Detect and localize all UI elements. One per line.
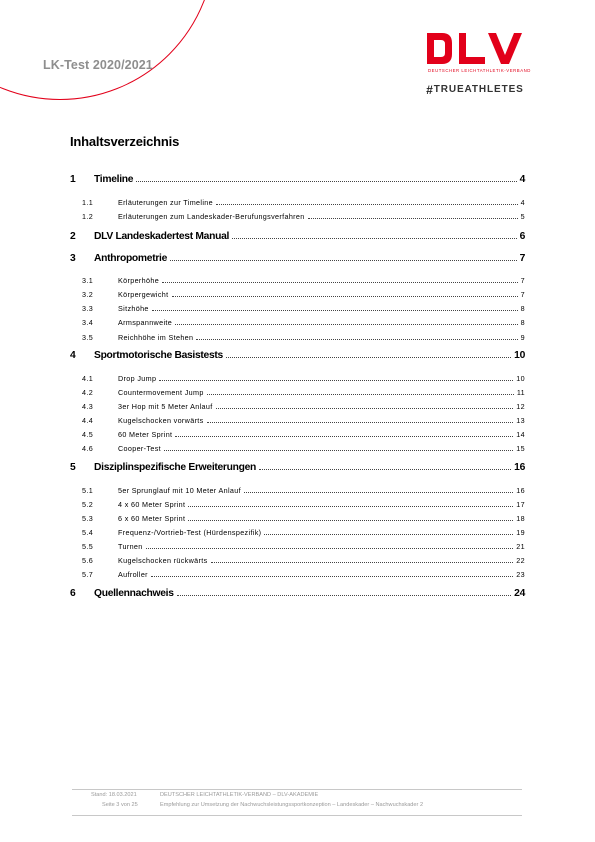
toc-entry-title: Quellennachweis: [94, 588, 174, 599]
toc-entry-page: 22: [516, 556, 525, 565]
toc-dot-leader: [211, 562, 514, 563]
toc-dot-leader: [196, 339, 517, 340]
toc-entry-title: Kugelschocken vorwärts: [118, 416, 204, 425]
document-title: LK-Test 2020/2021: [43, 58, 153, 72]
page-footer: [72, 789, 522, 816]
toc-entry-number: 5.3: [82, 514, 94, 523]
toc-entry-page: 21: [516, 542, 525, 551]
toc-subentry[interactable]: [82, 285, 525, 299]
toc-entry-number: 4.4: [82, 416, 94, 425]
toc-entry-page: 4: [519, 174, 525, 185]
toc-dot-leader: [164, 450, 513, 451]
toc-entry-title: Turnen: [118, 542, 143, 551]
toc-entry-number: 5: [70, 462, 76, 473]
toc-entry-number: 5.6: [82, 556, 94, 565]
toc-entry-title: Kugelschocken rückwärts: [118, 556, 208, 565]
toc-entry-title: Drop Jump: [118, 374, 157, 383]
toc-dot-leader: [152, 310, 518, 311]
toc-entry-number: 4.3: [82, 402, 94, 411]
toc-entry-title: 5er Sprunglauf mit 10 Meter Anlauf: [118, 486, 241, 495]
toc-entry-number: 3.4: [82, 318, 94, 327]
toc-entry-page: 10: [514, 350, 525, 361]
footer-page-number: Seite 3 von 25: [102, 802, 138, 808]
brand-row: [426, 83, 524, 97]
toc-entry-title: Cooper-Test: [118, 444, 161, 453]
toc-heading: Inhaltsverzeichnis: [70, 134, 180, 149]
toc-subentry[interactable]: [82, 425, 525, 439]
toc-entry-page: 5: [520, 212, 525, 221]
toc-entry-page: 8: [520, 304, 525, 313]
toc-dot-leader: [188, 520, 513, 521]
toc-subentry[interactable]: [82, 537, 525, 551]
toc-entry-page: 17: [516, 500, 525, 509]
logo-subtitle: DEUTSCHER LEICHTATHLETIK-VERBAND: [428, 68, 531, 73]
toc-entry-number: 6: [70, 588, 76, 599]
toc-entry-title: Erläuterungen zum Landeskader-Berufungsverfahren: [118, 212, 305, 221]
toc-subentry[interactable]: [82, 383, 525, 397]
toc-entry-page: 12: [516, 402, 525, 411]
toc-entry-title: Frequenz-/Vortrieb-Test (Hürdenspezifik): [118, 528, 262, 537]
toc-entry-number: 3.3: [82, 304, 94, 313]
toc-entry-title: Timeline: [94, 174, 134, 185]
toc-subentry[interactable]: [82, 328, 525, 342]
toc-entry-page: 15: [516, 444, 525, 453]
toc-entry-page: 8: [520, 318, 525, 327]
toc-entry-title: 6 x 60 Meter Sprint: [118, 514, 186, 523]
trueathletes-icon: #: [426, 83, 433, 97]
toc-entry-page: 9: [520, 333, 525, 342]
toc-dot-leader: [188, 506, 513, 507]
toc-entry-number: 4.1: [82, 374, 94, 383]
toc-entry-number: 3.1: [82, 276, 94, 285]
toc-entry-title: Sitzhöhe: [118, 304, 149, 313]
toc-dot-leader: [216, 408, 514, 409]
toc-dot-leader: [175, 436, 513, 437]
toc-subentry[interactable]: [82, 397, 525, 411]
toc-subentry[interactable]: [82, 299, 525, 313]
toc-entry-page: 14: [516, 430, 525, 439]
toc-entry[interactable]: [70, 585, 525, 599]
toc-dot-leader: [226, 357, 511, 358]
toc-entry-page: 18: [516, 514, 525, 523]
toc-dot-leader: [244, 492, 513, 493]
toc-entry-page: 7: [520, 290, 525, 299]
toc-dot-leader: [264, 534, 513, 535]
toc-entry[interactable]: [70, 250, 525, 264]
toc-entry[interactable]: [70, 228, 525, 242]
toc-entry-number: 4.2: [82, 388, 94, 397]
toc-entry-title: Countermovement Jump: [118, 388, 204, 397]
decorative-arc: [0, 0, 215, 100]
toc-entry-title: 60 Meter Sprint: [118, 430, 173, 439]
toc-dot-leader: [162, 282, 518, 283]
toc-entry-number: 3: [70, 253, 76, 264]
toc-entry-number: 5.4: [82, 528, 94, 537]
toc-subentry[interactable]: [82, 481, 525, 495]
footer-document-description: Empfehlung zur Umsetzung der Nachwuchsleistungssportkonzeption – Landeskader – Nachwuchskader 2: [160, 802, 424, 808]
toc-entry[interactable]: [70, 459, 525, 473]
toc-entry-title: Reichhöhe im Stehen: [118, 333, 194, 342]
toc-entry-title: Aufroller: [118, 570, 148, 579]
toc-entry-page: 7: [520, 276, 525, 285]
toc-dot-leader: [172, 296, 518, 297]
toc-subentry[interactable]: [82, 509, 525, 523]
toc-entry-number: 4.6: [82, 444, 94, 453]
toc-entry-page: 19: [516, 528, 525, 537]
toc-entry-page: 7: [519, 253, 525, 264]
toc-entry-number: 3.5: [82, 333, 94, 342]
toc-entry-page: 4: [520, 198, 525, 207]
toc-dot-leader: [232, 238, 517, 239]
toc-entry-title: Sportmotorische Basistests: [94, 350, 223, 361]
toc-entry-number: 5.5: [82, 542, 94, 551]
toc-entry-title: Disziplinspezifische Erweiterungen: [94, 462, 257, 473]
toc-dot-leader: [177, 595, 512, 596]
toc-entry-number: 3.2: [82, 290, 94, 299]
toc-entry-title: Erläuterungen zur Timeline: [118, 198, 213, 207]
toc-dot-leader: [207, 422, 514, 423]
toc-dot-leader: [308, 218, 518, 219]
footer-organization: DEUTSCHER LEICHTATHLETIK-VERBAND – DLV-AKADEMIE: [160, 792, 319, 798]
toc-dot-leader: [216, 204, 518, 205]
toc-dot-leader: [146, 548, 514, 549]
toc-entry-title: 3er Hop mit 5 Meter Anlauf: [118, 402, 213, 411]
toc-subentry[interactable]: [82, 271, 525, 285]
toc-entry-number: 5.1: [82, 486, 94, 495]
toc-entry-page: 10: [516, 374, 525, 383]
toc-entry-title: Körpergewicht: [118, 290, 169, 299]
toc-dot-leader: [159, 380, 513, 381]
toc-subentry[interactable]: [82, 369, 525, 383]
toc-entry-number: 5.7: [82, 570, 94, 579]
toc-dot-leader: [259, 469, 511, 470]
toc-dot-leader: [175, 324, 518, 325]
toc-entry-page: 16: [516, 486, 525, 495]
toc-entry-number: 1.1: [82, 198, 94, 207]
toc-subentry[interactable]: [82, 551, 525, 565]
brand-name: TRUEATHLETES: [433, 84, 524, 95]
toc-subentry[interactable]: [82, 411, 525, 425]
toc-subentry[interactable]: [82, 523, 525, 537]
toc-entry-page: 23: [516, 570, 525, 579]
toc-entry-page: 13: [516, 416, 525, 425]
toc-dot-leader: [207, 394, 514, 395]
toc-entry[interactable]: [70, 171, 525, 185]
toc-dot-leader: [151, 576, 513, 577]
toc-subentry[interactable]: [82, 313, 525, 327]
footer-date: Stand: 18.03.2021: [91, 792, 137, 798]
toc-entry-page: 16: [514, 462, 525, 473]
toc-subentry[interactable]: [82, 439, 525, 453]
toc-entry-title: 4 x 60 Meter Sprint: [118, 500, 186, 509]
toc-subentry[interactable]: [82, 565, 525, 579]
toc-entry-number: 4.5: [82, 430, 94, 439]
toc-entry-number: 1: [70, 174, 76, 185]
toc-subentry[interactable]: [82, 495, 525, 509]
toc-subentry[interactable]: [82, 207, 525, 221]
toc-entry-title: Armspannweite: [118, 318, 173, 327]
toc-entry-page: 11: [516, 388, 525, 397]
toc-entry-title: DLV Landeskadertest Manual: [94, 231, 230, 242]
toc-entry-page: 24: [514, 588, 525, 599]
toc-entry-number: 2: [70, 231, 76, 242]
toc-entry[interactable]: [70, 347, 525, 361]
toc-subentry[interactable]: [82, 193, 525, 207]
toc-entry-title: Anthropometrie: [94, 253, 168, 264]
toc-entry-title: Körperhöhe: [118, 276, 160, 285]
toc-entry-page: 6: [519, 231, 525, 242]
toc-entry-number: 4: [70, 350, 76, 361]
toc-dot-leader: [170, 260, 517, 261]
toc-dot-leader: [136, 181, 516, 182]
toc-entry-number: 1.2: [82, 212, 94, 221]
toc-entry-number: 5.2: [82, 500, 94, 509]
